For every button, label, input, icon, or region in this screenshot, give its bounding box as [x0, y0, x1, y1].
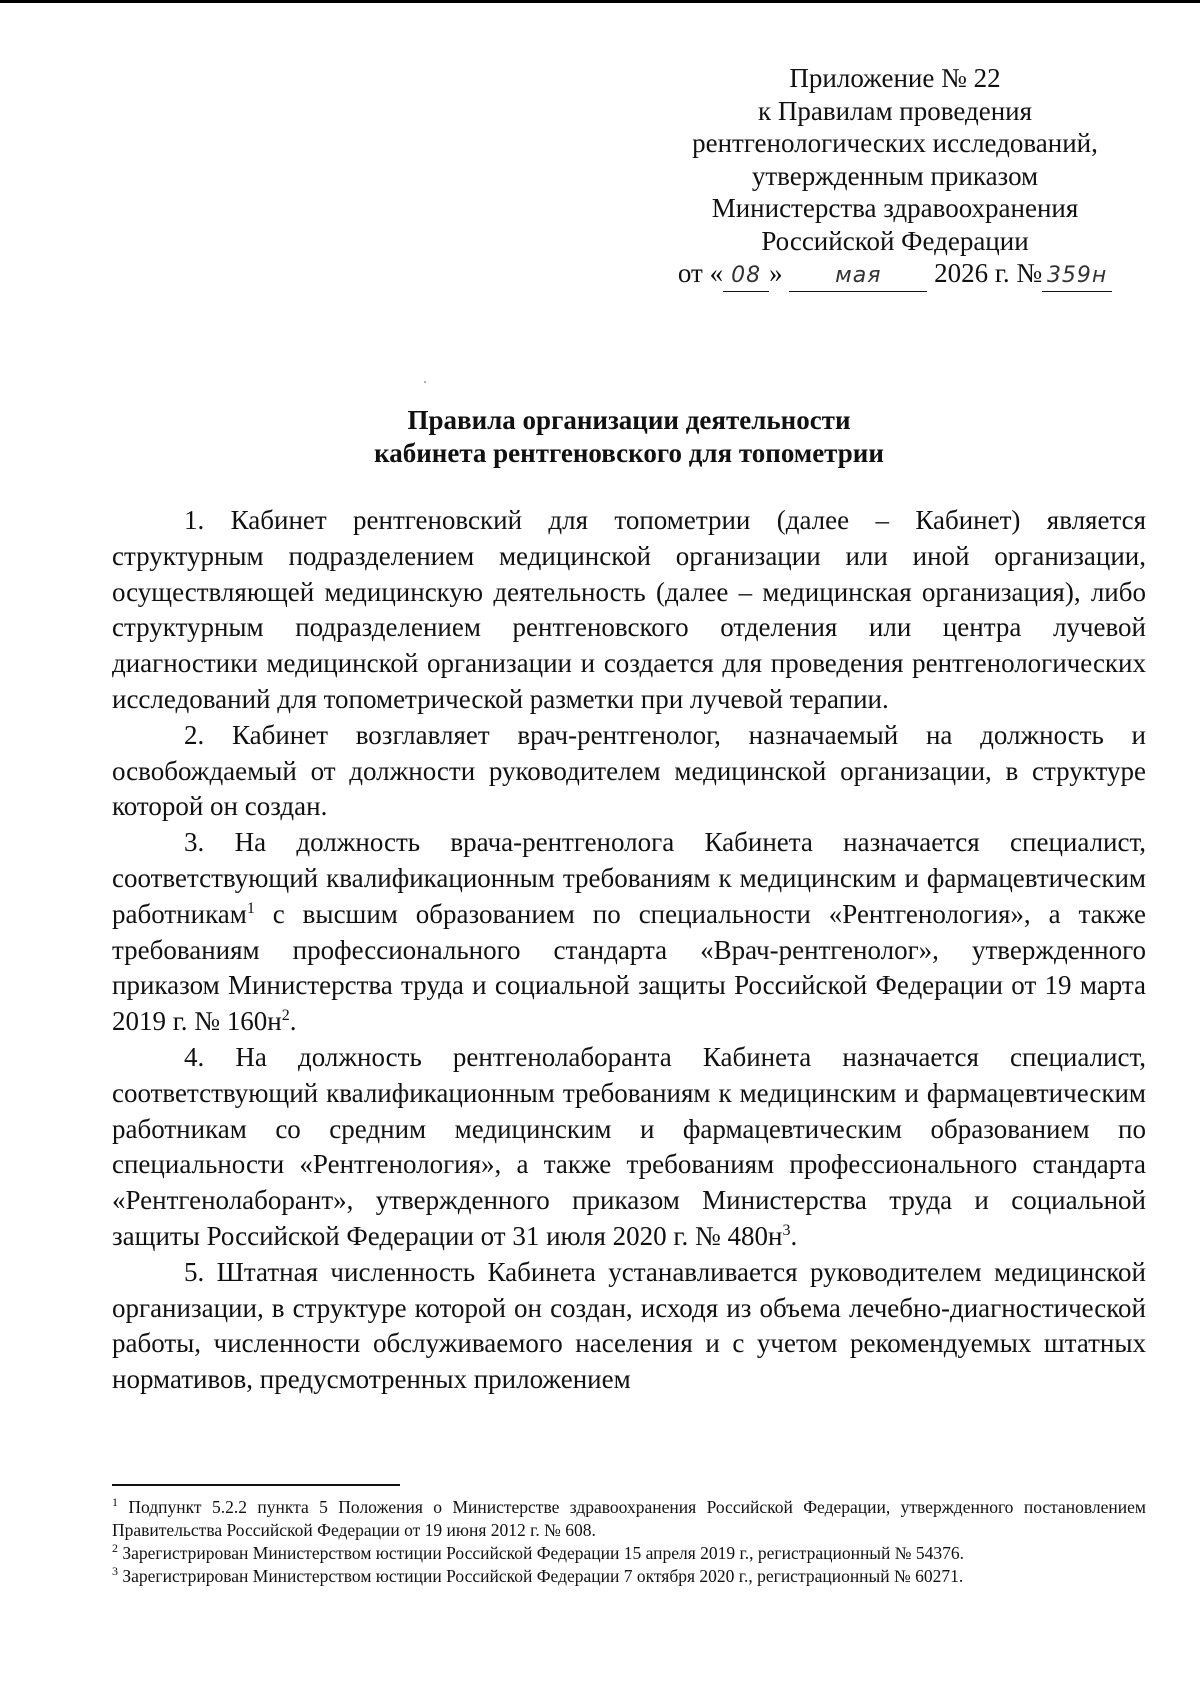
date-prefix: от « [677, 258, 724, 288]
header-date-line [660, 257, 1130, 292]
paragraph-5: 5. Штатная численность Кабинета устанавливается руководителем медицинской организации, в структуре которой он создан, исходя из объема лечебно-диагностической работы, численности обслуживаемого населения и с учетом рекомендуемых штатных нормативов, предусмотренных приложением [112, 1256, 1146, 1395]
date-day-handwritten: 08 [731, 263, 762, 288]
document-title [112, 404, 1146, 470]
footnote-1-text: Подпункт 5.2.2 пункта 5 Положения о Министерстве здравоохранения Российской Федерации, утвержденного постановлением Правительства Российской Федерации от 19 июня 2012 г. № 608. [112, 1497, 1146, 1540]
title-line-1: Правила организации деятельности [407, 405, 851, 435]
paragraph-1: 1. Кабинет рентгеновский для топометрии (далее – Кабинет) является структурным подразделением медицинской организации или иной организации, осуществляющей медицинскую деятельность (далее – медицинская организация), либо структурным подразделением рентгеновского отделения или центра лучевой диагностики медицинской организации и создается для проведения рентгенологических исследований для топометрической разметки при лучевой терапии. [112, 505, 1146, 714]
order-number-field [1042, 258, 1112, 292]
date-month-handwritten: мая [835, 263, 882, 288]
paragraph-2: 2. Кабинет возглавляет врач-рентгенолог, назначаемый на должность и освобождаемый от должности руководителем медицинской организации, в структуре которой он создан. [112, 719, 1146, 822]
date-day-field [723, 258, 769, 292]
footnote-2-text: Зарегистрирован Министерством юстиции Российской Федерации 15 апреля 2019 г., регистрационный № 54376. [118, 1543, 964, 1563]
title-line-2: кабинета рентгеновского для топометрии [374, 438, 884, 468]
footnote-1-mark: 1 [112, 1495, 118, 1510]
document-body [112, 503, 1146, 1398]
footnote-3-mark: 3 [112, 1564, 118, 1579]
scan-speck [424, 381, 426, 383]
header-line-approved: утвержденным приказом [751, 160, 1039, 191]
footnote-ref-3: 3 [782, 1221, 791, 1239]
footnote-ref-1: 1 [246, 899, 255, 917]
footnote-ref-2: 2 [281, 1007, 290, 1025]
footnote-3 [112, 1565, 1146, 1588]
footnote-2-mark: 2 [112, 1541, 118, 1556]
order-number-handwritten: 359н [1046, 263, 1108, 288]
date-year: 2026 г. № [934, 258, 1043, 288]
paragraph-3 [112, 825, 1146, 1040]
footnote-3-text: Зарегистрирован Министерством юстиции Российской Федерации 7 октября 2020 г., регистрационный № 60271. [118, 1566, 964, 1586]
scan-top-border [0, 0, 1200, 3]
appendix-header [660, 62, 1130, 292]
paragraph-3-part-a: 3. На должность врача-рентгенолога Кабинета назначается специалист, соответствующий квалификационным требованиям к медицинским и фармацевтическим работникам [112, 827, 1146, 929]
footnote-1 [112, 1496, 1146, 1542]
footnote-2 [112, 1542, 1146, 1565]
header-line-federation: Российской Федерации [761, 225, 1029, 256]
paragraph-4-part-c: . [790, 1220, 798, 1251]
footnotes [112, 1496, 1146, 1588]
header-line-ministry: Министерства здравоохранения [711, 193, 1079, 223]
footnote-separator [112, 1484, 400, 1486]
paragraph-3-part-c: . [289, 1006, 297, 1037]
paragraph-3-part-b: с высшим образованием по специальности «Рентгенология», а также требованиям профессионального стандарта «Врач-рентгенолог», утвержденного приказом Министерства труда и социальной защиты Российской Федерации от 19 марта 2019 г. № 160н [112, 898, 1146, 1037]
paragraph-4 [112, 1040, 1146, 1255]
header-line-studies: рентгенологических исследований, [692, 128, 1098, 158]
paragraph-4-part-a: 4. На должность рентгенолаборанта Кабинета назначается специалист, соответствующий квалификационным требованиям к медицинским и фармацевтическим работникам со средним медицинским и фармацевтическим образованием по специальности «Рентгенология», а также требованиям профессионального стандарта «Рентгенолаборант», утвержденного приказом Министерства труда и социальной защиты Российской Федерации от 31 июля 2020 г. № 480н [112, 1041, 1146, 1251]
header-line-appendix: Приложение № 22 [789, 63, 1001, 93]
header-line-rules: к Правилам проведения [757, 95, 1033, 126]
date-mid: » [769, 258, 783, 288]
date-month-field [789, 258, 927, 292]
